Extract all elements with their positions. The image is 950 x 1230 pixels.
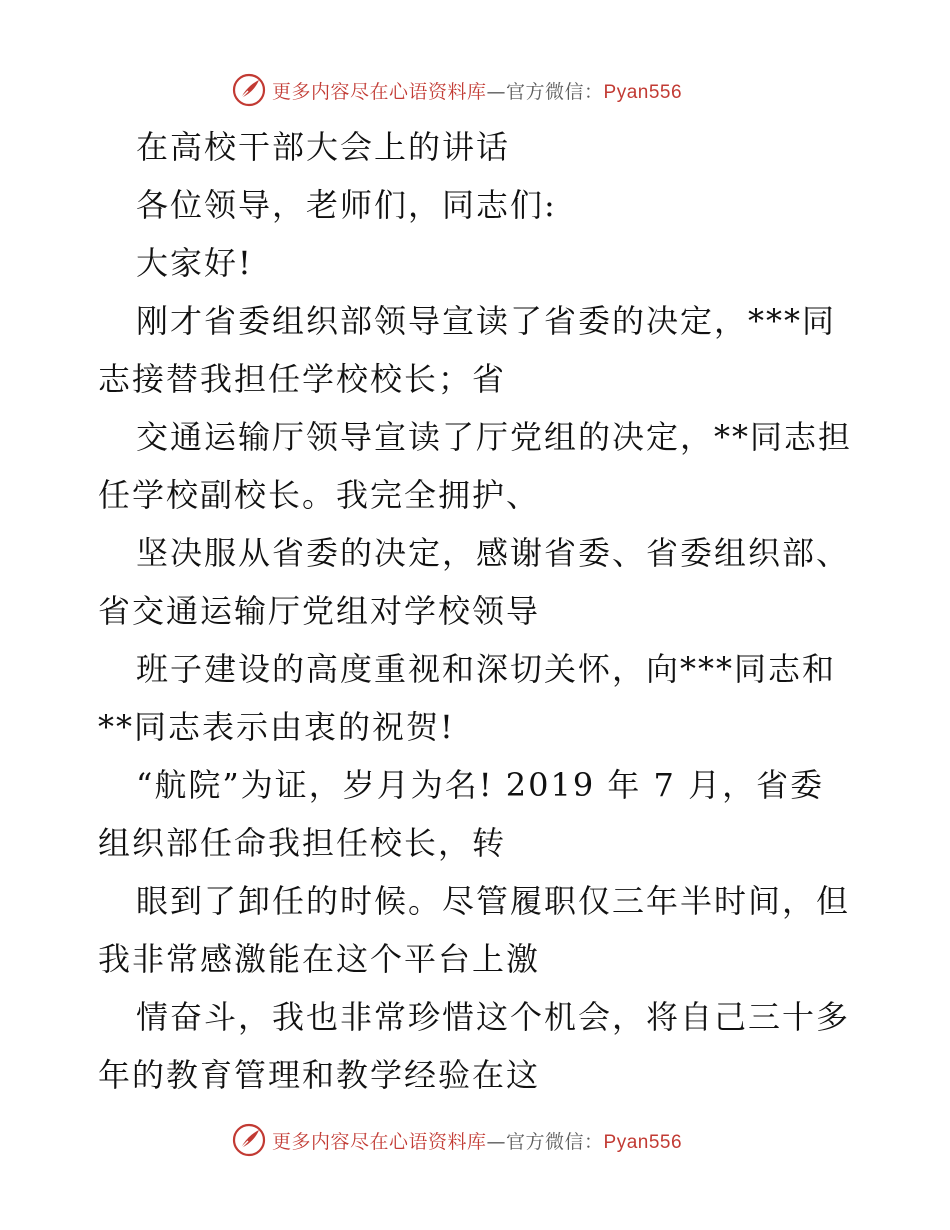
footer-watermark: [232, 1120, 682, 1160]
watermark-site-text: 更多内容尽在心语资料库: [272, 1130, 487, 1153]
paragraph-line: 坚决服从省委的决定，感谢省委、省委组织部、: [136, 534, 851, 572]
feather-pen-logo-icon: [232, 1123, 266, 1157]
header-watermark: [232, 70, 682, 110]
paragraph-line: **同志表示由衷的祝贺!: [98, 708, 455, 746]
paragraph-line: 年的教育管理和教学经验在这: [98, 1056, 541, 1094]
watermark-site-text: 更多内容尽在心语资料库: [272, 80, 487, 103]
feather-pen-logo-icon: [232, 73, 266, 107]
paragraph-line: 省交通运输厅党组对学校领导: [98, 592, 541, 630]
document-greeting: 大家好!: [136, 244, 253, 282]
paragraph-line: 刚才省委组织部领导宣读了省委的决定，***同: [136, 302, 837, 340]
watermark-official-text: —官方微信：: [486, 1130, 604, 1153]
paragraph-line: 班子建设的高度重视和深切关怀，向***同志和: [136, 650, 837, 688]
paragraph-line: 我非常感激能在这个平台上激: [98, 940, 541, 978]
paragraph-line: 情奋斗，我也非常珍惜这个机会，将自己三十多: [136, 998, 851, 1036]
document-title: 在高校干部大会上的讲话: [136, 128, 511, 166]
paragraph-line: “航院”为证，岁月为名! 2019 年 7 月，省委: [136, 766, 825, 804]
watermark-official-text: —官方微信：: [486, 80, 604, 103]
paragraph-line: 眼到了卸任的时候。尽管履职仅三年半时间，但: [136, 882, 851, 920]
paragraph-line: 组织部任命我担任校长，转: [98, 824, 507, 862]
watermark-wechat-id: Pyan556: [603, 81, 683, 103]
paragraph-line: 交通运输厅领导宣读了厅党组的决定，**同志担: [136, 418, 853, 456]
watermark-wechat-id: Pyan556: [603, 1131, 683, 1153]
paragraph-line: 任学校副校长。我完全拥护、: [98, 476, 541, 514]
document-salutation: 各位领导，老师们，同志们:: [136, 186, 557, 224]
paragraph-line: 志接替我担任学校校长；省: [98, 360, 507, 398]
